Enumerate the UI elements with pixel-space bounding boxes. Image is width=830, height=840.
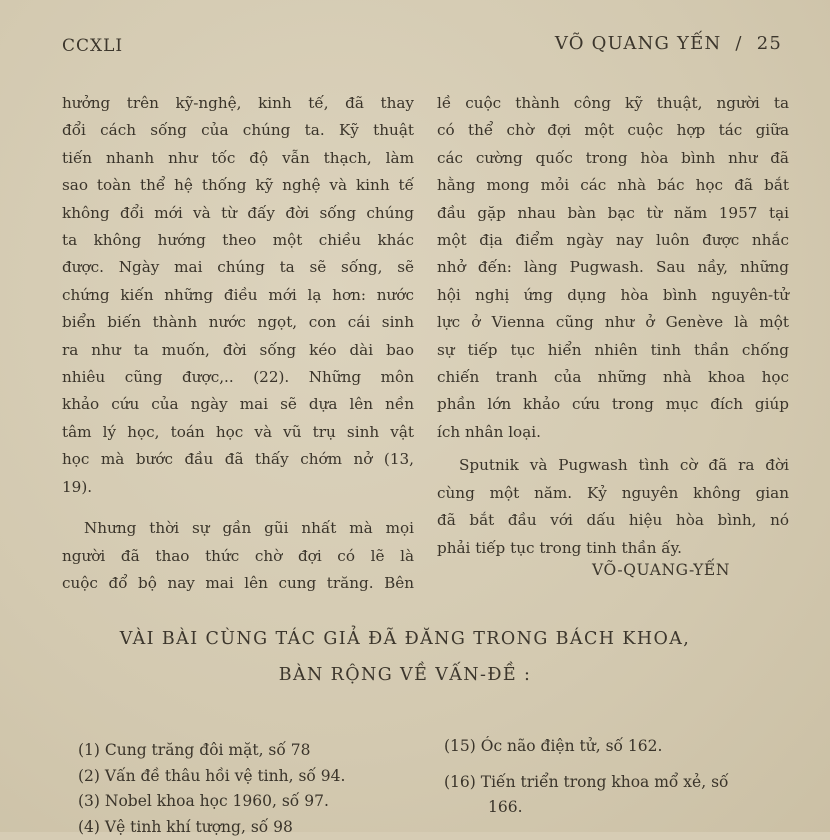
text-line: Nhưng thời sự gần gũi nhất mà mọi <box>62 515 414 542</box>
text-line: lề cuộc thành công kỹ thuật, người ta <box>437 90 789 117</box>
text-line: ích nhân loại. <box>437 419 789 446</box>
section-title-line-2: BÀN RỘNG VỀ VẤN-ĐỀ : <box>0 665 820 685</box>
text-line: khảo cứu của ngày mai sẽ dựa lên nền <box>62 391 414 418</box>
reference-item: (4) Vệ tinh khí tượng, số 98 <box>78 815 438 840</box>
reference-item-text: (16) Tiến triển trong khoa mổ xẻ, số <box>444 773 729 791</box>
text-line: học mà bước đầu đã thấy chớm nở (13, <box>62 446 414 473</box>
header-author: VÕ QUANG YẾN <box>555 33 722 54</box>
text-line: không đổi mới và từ đấy đời sống chúng <box>62 200 414 227</box>
section-title-line-1: VÀI BÀI CÙNG TÁC GIẢ ĐÃ ĐĂNG TRONG BÁCH KHOA, <box>0 629 820 649</box>
text-line: hưởng trên kỹ-nghệ, kinh tế, đã thay <box>62 90 414 117</box>
running-header-author-page <box>555 33 782 54</box>
text-line: một địa điểm ngày nay luôn được nhắc <box>437 227 789 254</box>
text-line: đầu gặp nhau bàn bạc từ năm 1957 tại <box>437 200 789 227</box>
reference-list-left <box>78 738 438 840</box>
reference-list-right <box>444 734 794 831</box>
text-line: được. Ngày mai chúng ta sẽ sống, sẽ <box>62 254 414 281</box>
right-text-column <box>437 90 789 562</box>
page-number: 25 <box>757 33 782 54</box>
reference-item: (1) Cung trăng đôi mặt, số 78 <box>78 738 438 764</box>
text-line: Sputnik và Pugwash tình cờ đã ra đời <box>437 452 789 479</box>
text-line: lực ở Vienna cũng như ở Genève là một <box>437 309 789 336</box>
text-line: đổi cách sống của chúng ta. Kỹ thuật <box>62 117 414 144</box>
text-line: người đã thao thức chờ đợi có lẽ là <box>62 543 414 570</box>
reference-item-continuation: 166. <box>444 798 523 816</box>
text-line: phần lớn khảo cứu trong mục đích giúp <box>437 391 789 418</box>
text-line: sao toàn thể hệ thống kỹ nghệ và kinh tế <box>62 172 414 199</box>
reference-item <box>444 770 794 821</box>
reference-item-text: (15) Óc não điện tử, số 162. <box>444 737 662 755</box>
text-line: chứng kiến những điều mới lạ hơn: nước <box>62 282 414 309</box>
header-separator: / <box>735 33 742 54</box>
text-line: 19). <box>62 474 414 501</box>
text-line: có thể chờ đợi một cuộc hợp tác giữa <box>437 117 789 144</box>
reference-item <box>444 734 794 760</box>
text-line: nhiêu cũng được,.. (22). Những môn <box>62 364 414 391</box>
text-line: cuộc đổ bộ nay mai lên cung trăng. Bên <box>62 570 414 597</box>
text-line: hội nghị ứng dụng hòa bình nguyên-tử <box>437 282 789 309</box>
author-signature: VÕ-QUANG-YẾN <box>592 561 730 579</box>
text-line: tiến nhanh như tốc độ vẫn thạch, làm <box>62 145 414 172</box>
text-line: hằng mong mỏi các nhà bác học đã bắt <box>437 172 789 199</box>
text-line: các cường quốc trong hòa bình như đã <box>437 145 789 172</box>
text-line: nhở đến: làng Pugwash. Sau nầy, những <box>437 254 789 281</box>
text-line: tâm lý học, toán học và vũ trụ sinh vật <box>62 419 414 446</box>
text-line: phải tiếp tục trong tinh thần ấy. <box>437 535 789 562</box>
text-line: đã bắt đầu với dấu hiệu hòa bình, nó <box>437 507 789 534</box>
text-line: cùng một năm. Kỷ nguyên không gian <box>437 480 789 507</box>
left-text-column <box>62 90 414 597</box>
reference-item: (2) Vấn đề thâu hồi vệ tinh, số 94. <box>78 764 438 790</box>
text-line: ra như ta muốn, đời sống kéo dài bao <box>62 337 414 364</box>
text-line: chiến tranh của những nhà khoa học <box>437 364 789 391</box>
text-line: ta không hướng theo một chiều khác <box>62 227 414 254</box>
running-header-section: CCXLI <box>62 36 123 56</box>
reference-item: (3) Nobel khoa học 1960, số 97. <box>78 789 438 815</box>
text-line: biển biến thành nước ngọt, con cái sinh <box>62 309 414 336</box>
text-line: sự tiếp tục hiển nhiên tinh thần chống <box>437 337 789 364</box>
